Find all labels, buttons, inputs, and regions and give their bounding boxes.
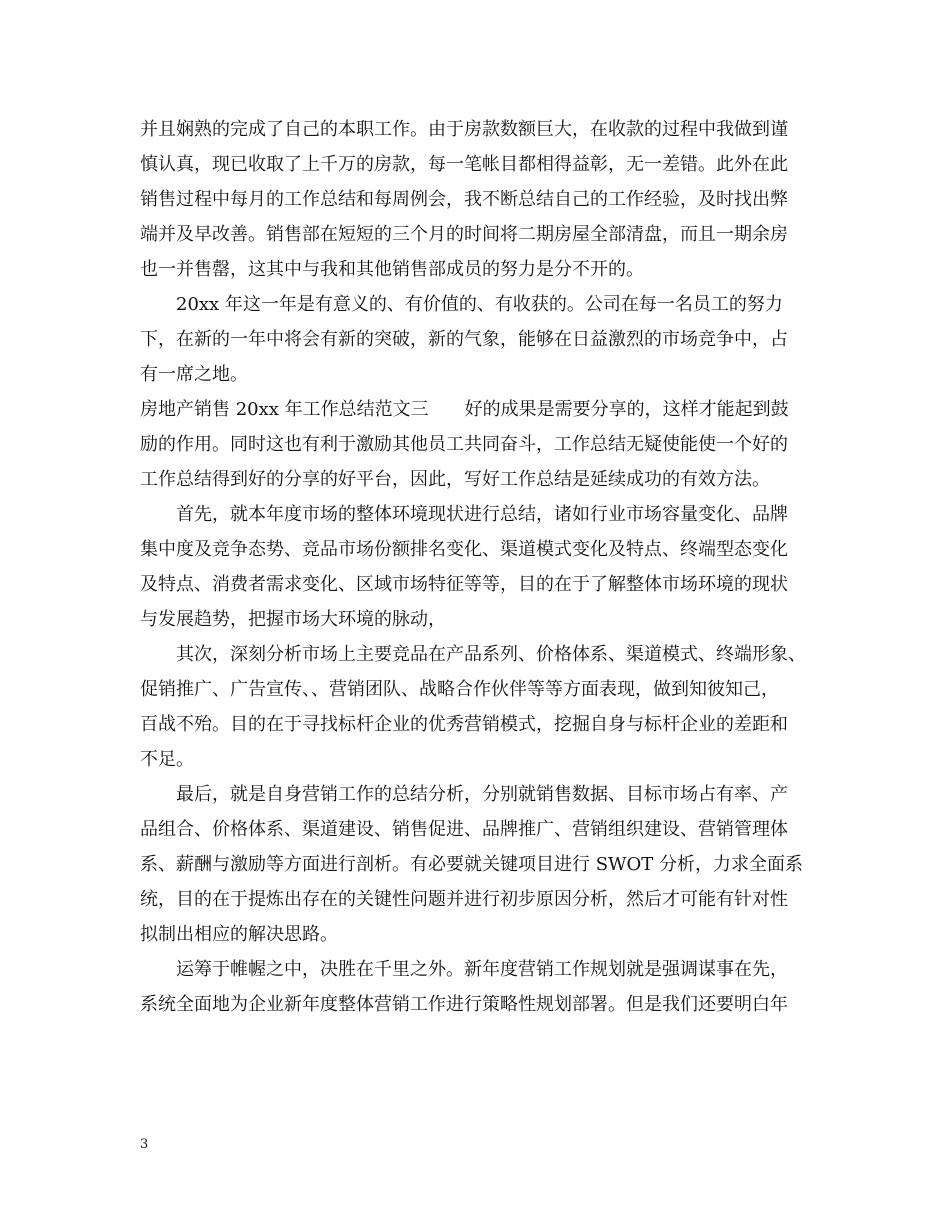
text-line: 不足。 [140, 749, 194, 770]
page-number: 3 [140, 1137, 149, 1152]
text-line: 端并及早改善。销售部在短短的三个月的时间将二期房屋全部清盘，而且一期余房 [140, 224, 788, 245]
text-line: 其次，深刻分析市场上主要竞品在产品系列、价格体系、渠道模式、终端形象、 [176, 644, 806, 665]
text-line: 系统全面地为企业新年度整体营销工作进行策略性规划部署。但是我们还要明白年 [140, 994, 788, 1015]
text-line: 运筹于帷幄之中，决胜在千里之外。新年度营销工作规划就是强调谋事在先， [176, 959, 788, 980]
text-line: 统，目的在于提炼出存在的关键性问题并进行初步原因分析，然后才可能有针对性 [140, 889, 788, 910]
text-line: 最后，就是自身营销工作的总结分析，分别就销售数据、目标市场占有率、产 [176, 784, 788, 805]
text-line: 慎认真，现已收取了上千万的房款，每一笔帐目都相得益彰，无一差错。此外在此 [140, 154, 788, 175]
text-line: 促销推广、广告宣传、、营销团队、战略合作伙伴等等方面表现，做到知彼知己， [140, 679, 779, 700]
text-line: 销售过程中每月的工作总结和每周例会，我不断总结自己的工作经验，及时找出弊 [140, 189, 788, 210]
text-line: 品组合、价格体系、渠道建设、销售促进、品牌推广、营销组织建设、营销管理体 [140, 819, 788, 840]
text-line: 下，在新的一年中将会有新的突破，新的气象，能够在日益激烈的市场竞争中，占 [140, 329, 788, 350]
text-line: 工作总结得到好的分享的好平台，因此，写好工作总结是延续成功的有效方法。 [140, 469, 770, 490]
text-line: 也一并售罄，这其中与我和其他销售部成员的努力是分不开的。 [140, 259, 644, 280]
text-line: 拟制出相应的解决思路。 [140, 924, 338, 945]
text-line: 百战不殆。目的在于寻找标杆企业的优秀营销模式，挖掘自身与标杆企业的差距和 [140, 714, 788, 735]
text-line: 集中度及竞争态势、竞品市场份额排名变化、渠道模式变化及特点、终端型态变化 [140, 539, 788, 560]
section-heading-line: 房地产销售 20xx 年工作总结范文三 好的成果是需要分享的，这样才能起到鼓 [140, 399, 789, 420]
text-line: 首先，就本年度市场的整体环境现状进行总结，诸如行业市场容量变化、品牌 [176, 504, 788, 525]
text-line: 及特点、消费者需求变化、区域市场特征等等，目的在于了解整体市场环境的现状 [140, 574, 788, 595]
text-line: 并且娴熟的完成了自己的本职工作。由于房款数额巨大，在收款的过程中我做到谨 [140, 119, 788, 140]
text-line: 有一席之地。 [140, 364, 248, 385]
text-line: 励的作用。同时这也有利于激励其他员工共同奋斗，工作总结无疑使能使一个好的 [140, 434, 788, 455]
text-line: 与发展趋势，把握市场大环境的脉动， [140, 609, 446, 630]
text-line: 系、薪酬与激励等方面进行剖析。有必要就关键项目进行 SWOT 分析，力求全面系 [140, 854, 804, 875]
text-line: 20xx 年这一年是有意义的、有价值的、有收获的。公司在每一名员工的努力 [176, 294, 783, 315]
